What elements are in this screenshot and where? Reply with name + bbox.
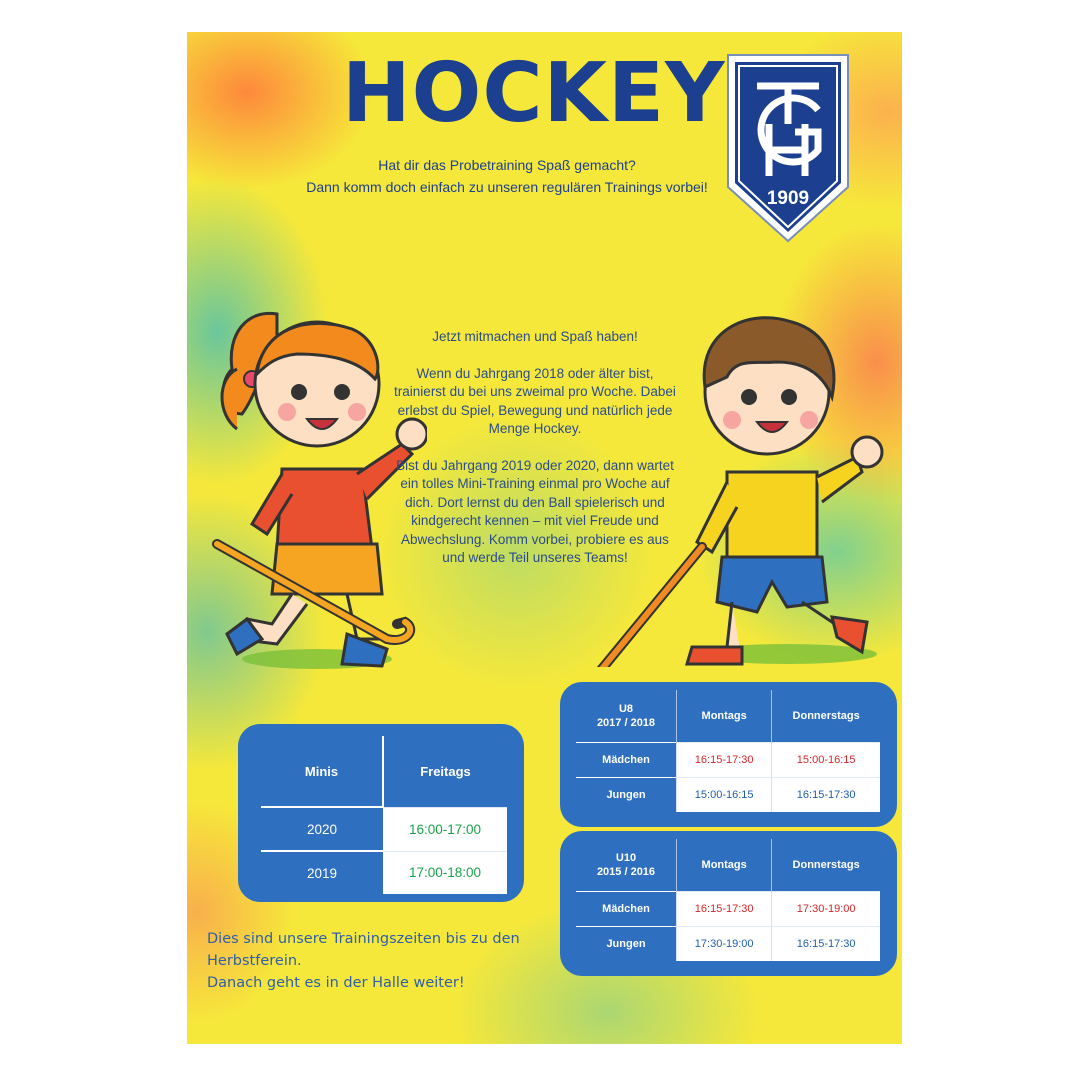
table-row bbox=[576, 778, 880, 813]
u8-schedule-table bbox=[560, 682, 897, 827]
row-time-thursday: 16:15-17:30 bbox=[772, 778, 880, 813]
intro-paragraph-3: Bist du Jahrgang 2019 oder 2020, dann wartet ein tolles Mini-Training einmal pro Woche auf dich. Dort lernst du den Ball spielerisch und kindgerecht kennen – mit viel Freude und Abwechslung. Komm vorbei, probiere es aus und werde Teil unseres Teams! bbox=[396, 457, 674, 565]
footer-line-1: Dies sind unsere Trainingszeiten bis zu den bbox=[207, 931, 520, 947]
group-years: 2017 / 2018 bbox=[596, 717, 656, 729]
minis-schedule-table bbox=[238, 724, 524, 902]
logo-year: 1909 bbox=[766, 188, 810, 209]
footer-note bbox=[207, 928, 552, 994]
intro-paragraph-1: Jetzt mitmachen und Spaß haben! bbox=[432, 329, 638, 344]
minis-header-group: Minis bbox=[304, 763, 339, 779]
u8-header-thursday: Donnerstags bbox=[772, 690, 880, 743]
u8-header-monday: Montags bbox=[677, 690, 772, 743]
table-row bbox=[576, 927, 880, 962]
row-label: Mädchen bbox=[576, 892, 677, 927]
intro-paragraph-2: Wenn du Jahrgang 2018 oder älter bist, trainierst du bei uns zweimal pro Woche. Dabei erlebst du Spiel, Bewegung und natürlich jede Menge Hockey. bbox=[394, 365, 676, 436]
intro-text bbox=[389, 328, 681, 586]
club-logo bbox=[725, 52, 851, 244]
minis-header-day: Freitags bbox=[383, 736, 507, 807]
row-time: 17:00-18:00 bbox=[383, 851, 507, 894]
u10-header-thursday: Donnerstags bbox=[772, 839, 880, 892]
row-label: Mädchen bbox=[576, 743, 677, 778]
group-name: U8 bbox=[618, 703, 634, 715]
page-title: HOCKEY bbox=[342, 46, 726, 141]
table-row bbox=[576, 892, 880, 927]
group-name: U10 bbox=[615, 852, 637, 864]
row-time-monday: 17:30-19:00 bbox=[677, 927, 772, 962]
u10-header-group bbox=[576, 839, 677, 892]
row-time-monday: 15:00-16:15 bbox=[677, 778, 772, 813]
row-time-thursday: 16:15-17:30 bbox=[772, 927, 880, 962]
subtitle-line-1: Hat dir das Probetraining Spaß gemacht? bbox=[378, 157, 636, 173]
subtitle-line-2: Dann komm doch einfach zu unseren regulären Trainings vorbei! bbox=[306, 179, 708, 195]
footer-line-2: Herbstferein. bbox=[207, 953, 302, 969]
row-time-monday: 16:15-17:30 bbox=[677, 743, 772, 778]
group-years: 2015 / 2016 bbox=[596, 866, 656, 878]
poster bbox=[187, 32, 902, 1044]
row-time-thursday: 15:00-16:15 bbox=[772, 743, 880, 778]
row-label: Jungen bbox=[576, 778, 677, 813]
u8-header-group bbox=[576, 690, 677, 743]
table-row bbox=[261, 807, 507, 851]
row-time: 16:00-17:00 bbox=[383, 807, 507, 851]
u10-schedule-table bbox=[560, 831, 897, 976]
footer-line-3: Danach geht es in der Halle weiter! bbox=[207, 975, 465, 991]
u10-header-monday: Montags bbox=[677, 839, 772, 892]
table-row bbox=[261, 851, 507, 894]
row-label: 2019 bbox=[261, 851, 383, 894]
subtitle bbox=[287, 154, 727, 198]
row-time-thursday: 17:30-19:00 bbox=[772, 892, 880, 927]
row-label: Jungen bbox=[576, 927, 677, 962]
row-time-monday: 16:15-17:30 bbox=[677, 892, 772, 927]
table-row bbox=[576, 743, 880, 778]
row-label: 2020 bbox=[261, 807, 383, 851]
